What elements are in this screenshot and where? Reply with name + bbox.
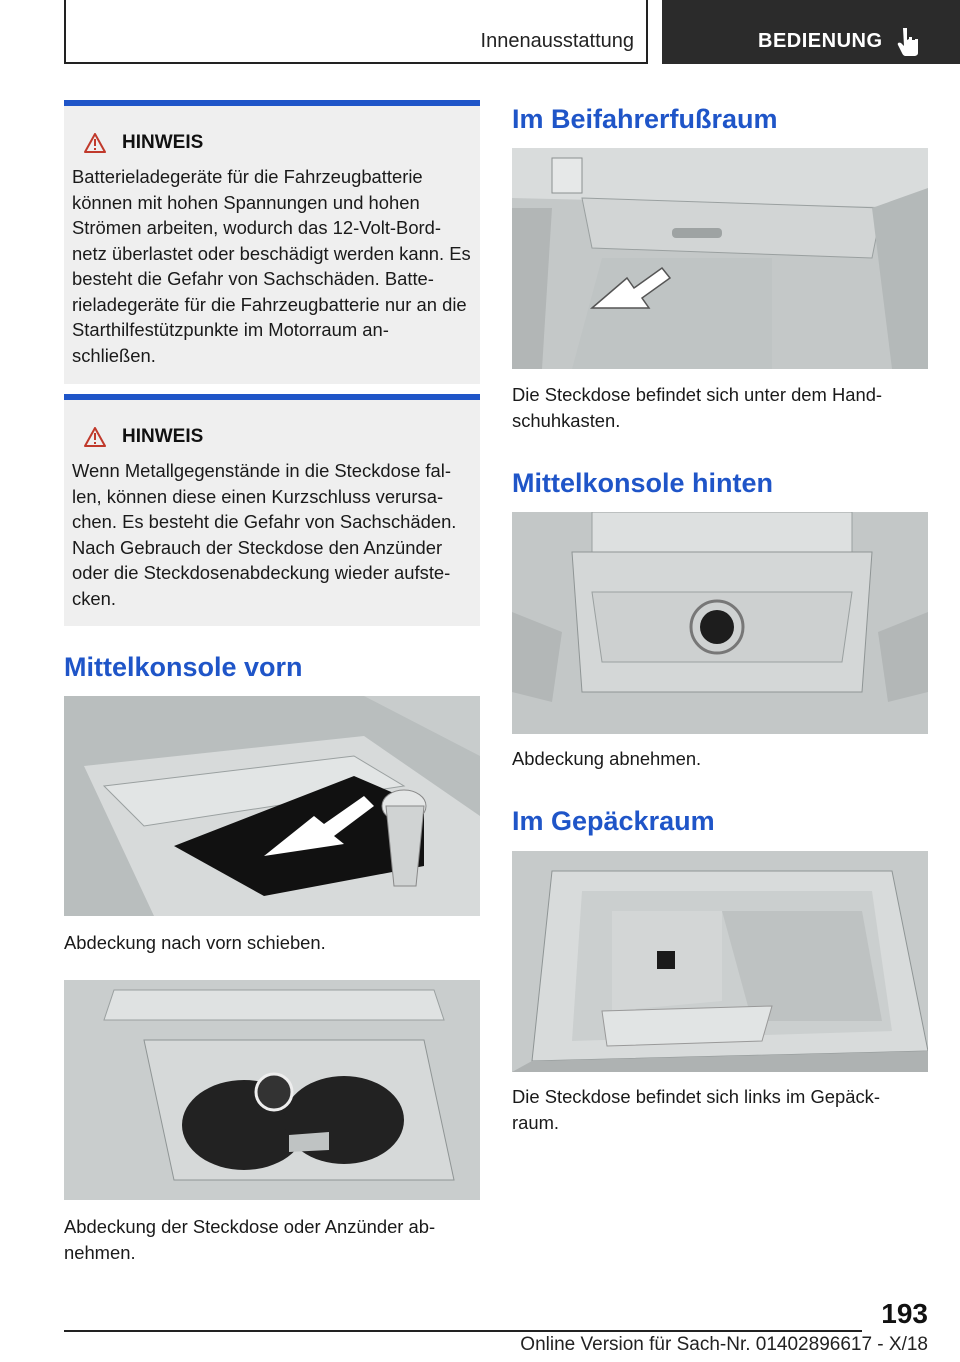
passenger-footwell-image bbox=[512, 148, 928, 369]
header-section-tab bbox=[64, 0, 648, 64]
note-body: Wenn Metallgegenstände in die Steckdose fal- len, können diese einen Kurzschluss verursa- chen. Es besteht die Gefahr von Sachschäden. Nach Gebrauch der Steckdose den Anzünder oder die Steckdosenabdeckung wieder aufste- cken. bbox=[72, 460, 457, 609]
warning-note-1 bbox=[64, 100, 480, 384]
note-title: HINWEIS bbox=[122, 132, 204, 153]
warning-triangle-icon bbox=[84, 133, 106, 153]
warning-note-2 bbox=[64, 394, 480, 626]
warning-triangle-icon bbox=[84, 427, 106, 447]
heading-luggage: Im Gepäckraum bbox=[512, 806, 715, 836]
heading-rear-console: Mittelkonsole hinten bbox=[512, 468, 774, 498]
footer-divider bbox=[64, 1330, 862, 1332]
page-number: 193 bbox=[881, 1298, 928, 1329]
heading-front-console: Mittelkonsole vorn bbox=[64, 652, 303, 682]
note-body: Batterieladegeräte für die Fahrzeugbatterie können mit hohen Spannungen und hohen Strömen arbeiten, wodurch das 12-Volt-Bord- netz überlastet oder beschädigt werden kann. Es besteht die Gefahr von Sachschäden. Batte- rieladegeräte für die Fahrzeugbatterie nur an die Starthilfestützpunkte im Motorraum an- schließen. bbox=[72, 166, 471, 366]
luggage-compartment-image bbox=[512, 851, 928, 1072]
rear-console-image bbox=[512, 512, 928, 734]
front-console-cupholder-image bbox=[64, 980, 480, 1200]
caption-rear-console: Abdeckung abnehmen. bbox=[512, 748, 702, 769]
caption-passenger-footwell: Die Steckdose befindet sich unter dem Hand- schuhkasten. bbox=[512, 384, 883, 431]
note-title: HINWEIS bbox=[122, 426, 204, 447]
header-section-title: Innenausstattung bbox=[480, 30, 634, 52]
caption-front-console-1: Abdeckung nach vorn schieben. bbox=[64, 932, 326, 953]
header-chapter-title: BEDIENUNG bbox=[758, 30, 883, 52]
footer-version-text: Online Version für Sach-Nr. 01402896617 - X/18 bbox=[520, 1334, 928, 1355]
pointing-hand-icon bbox=[894, 26, 922, 56]
caption-luggage: Die Steckdose befindet sich links im Gepäck- raum. bbox=[512, 1086, 880, 1133]
caption-front-console-2: Abdeckung der Steckdose oder Anzünder ab- nehmen. bbox=[64, 1216, 436, 1263]
front-console-cover-image bbox=[64, 696, 480, 916]
heading-passenger-footwell: Im Beifahrerfußraum bbox=[512, 104, 778, 134]
header-chapter-tab bbox=[662, 0, 960, 64]
